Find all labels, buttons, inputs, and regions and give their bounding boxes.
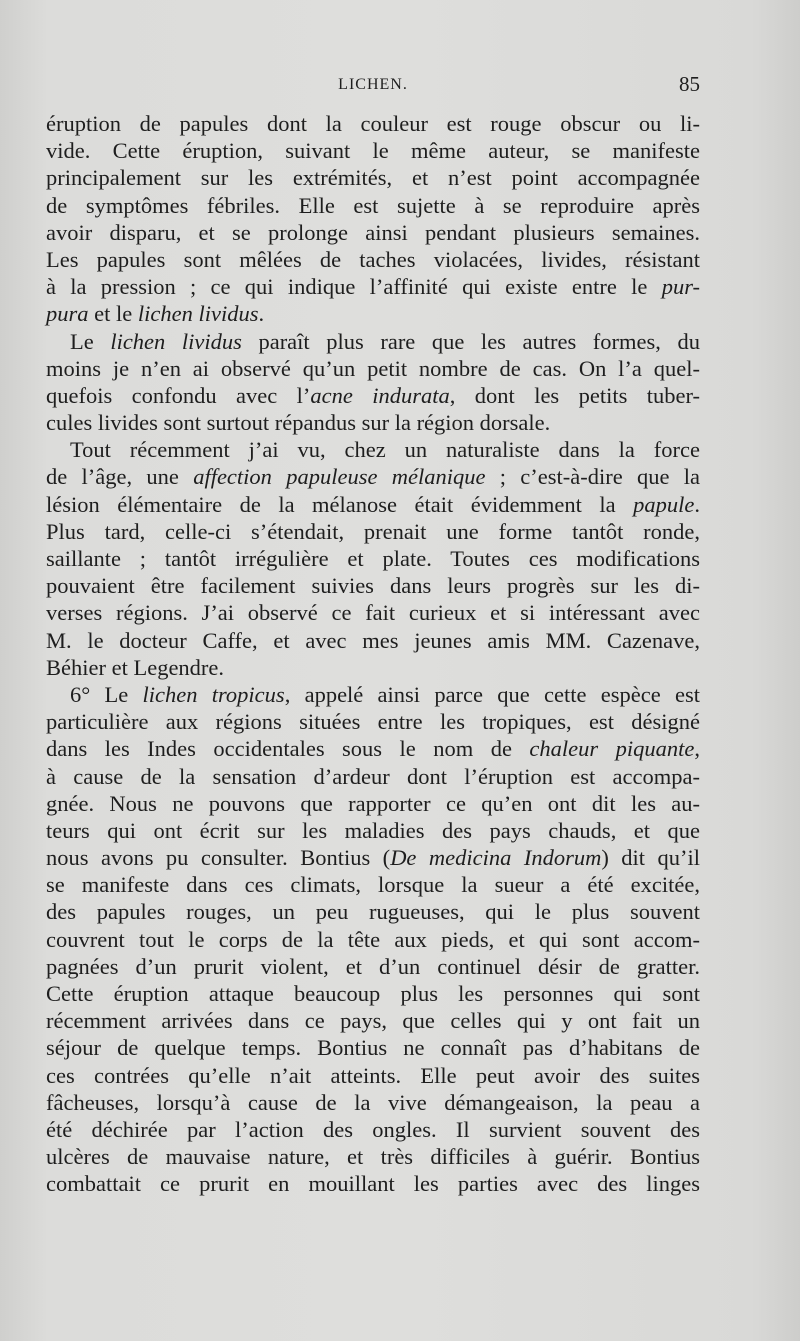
text-line: Cette éruption attaque beaucoup plus les personnes qui sont bbox=[46, 981, 700, 1006]
text-line: lésion élémentaire de la mélanose était évidemment la papule. bbox=[46, 491, 700, 517]
text-line: teurs qui ont écrit sur les maladies des pays chauds, et que bbox=[46, 817, 700, 843]
text-line: M. le docteur Caffe, et avec mes jeunes amis MM. Cazenave, bbox=[46, 627, 700, 653]
text-line: nous avons pu consulter. Bontius (De medicina Indorum) dit qu’il bbox=[46, 845, 700, 871]
text-line: Tout récemment j’ai vu, chez un naturaliste dans la force bbox=[70, 437, 700, 463]
body-text bbox=[46, 110, 700, 1198]
text-line: éruption de papules dont la couleur est rouge obscur ou li- bbox=[46, 111, 700, 136]
text-line: Plus tard, celle-ci s’étendait, prenait une forme tantôt ronde, bbox=[46, 518, 700, 544]
running-title: LICHEN. bbox=[338, 76, 408, 93]
text-line: quefois confondu avec l’acne indurata, dont les petits tuber- bbox=[46, 382, 701, 408]
text-line: pura et le lichen lividus. bbox=[46, 301, 265, 327]
text-line: séjour de quelque temps. Bontius ne connaît pas d’habitans de bbox=[46, 1035, 700, 1061]
page-number: 85 bbox=[679, 72, 700, 96]
text-line: été déchirée par l’action des ongles. Il survient souvent des bbox=[46, 1116, 700, 1142]
text-line: combattait ce prurit en mouillant les parties avec des linges bbox=[46, 1171, 700, 1197]
text-line: cules livides sont surtout répandus sur la région dorsale. bbox=[46, 410, 551, 436]
text-line: principalement sur les extrémités, et n’est point accompagnée bbox=[46, 165, 700, 191]
text-line: saillante ; tantôt irrégulière et plate. Toutes ces modifications bbox=[46, 546, 700, 571]
text-line: avoir disparu, et se prolonge ainsi pendant plusieurs semaines. bbox=[46, 219, 700, 245]
text-line: pouvaient être facilement suivies dans leurs progrès sur les di- bbox=[46, 573, 700, 599]
text-line: fâcheuses, lorsqu’à cause de la vive démangeaison, la peau a bbox=[46, 1089, 700, 1115]
text-line: couvrent tout le corps de la tête aux pieds, et qui sont accom- bbox=[46, 926, 700, 952]
text-line: moins je n’en ai observé qu’un petit nombre de cas. On l’a quel- bbox=[46, 355, 700, 381]
text-line: des papules rouges, un peu rugueuses, qui le plus souvent bbox=[46, 899, 700, 925]
running-head bbox=[46, 72, 700, 100]
text-line: Béhier et Legendre. bbox=[46, 654, 225, 680]
text-line: pagnées d’un prurit violent, et d’un continuel désir de gratter. bbox=[46, 953, 700, 979]
text-line: à la pression ; ce qui indique l’affinité qui existe entre le pur- bbox=[46, 274, 700, 300]
text-line: gnée. Nous ne pouvons que rapporter ce qu’en ont dit les au- bbox=[46, 790, 700, 816]
text-line: verses régions. J’ai observé ce fait curieux et si intéressant avec bbox=[46, 600, 700, 626]
text-line: particulière aux régions situées entre les tropiques, est désigné bbox=[46, 709, 700, 735]
text-line: ulcères de mauvaise nature, et très difficiles à guérir. Bontius bbox=[46, 1144, 700, 1170]
text-line: Les papules sont mêlées de taches violacées, livides, résistant bbox=[46, 246, 700, 272]
text-line: de l’âge, une affection papuleuse mélanique ; c’est-à-dire que la bbox=[46, 464, 701, 490]
text-line: récemment arrivées dans ce pays, que celles qui y ont fait un bbox=[46, 1008, 700, 1034]
text-line: se manifeste dans ces climats, lorsque la sueur a été excitée, bbox=[46, 872, 700, 898]
text-line: vide. Cette éruption, suivant le même auteur, se manifeste bbox=[46, 138, 700, 164]
text-line: à cause de la sensation d’ardeur dont l’éruption est accompa- bbox=[46, 763, 700, 789]
text-line: de symptômes fébriles. Elle est sujette à se reproduire après bbox=[46, 192, 700, 218]
text-line: Le lichen lividus paraît plus rare que les autres formes, du bbox=[70, 328, 700, 354]
text-line: 6° Le lichen tropicus, appelé ainsi parce que cette espèce est bbox=[70, 681, 700, 707]
text-line: ces contrées qu’elle n’ait atteints. Elle peut avoir des suites bbox=[46, 1062, 700, 1088]
text-line: dans les Indes occidentales sous le nom de chaleur piquante, bbox=[46, 736, 700, 762]
